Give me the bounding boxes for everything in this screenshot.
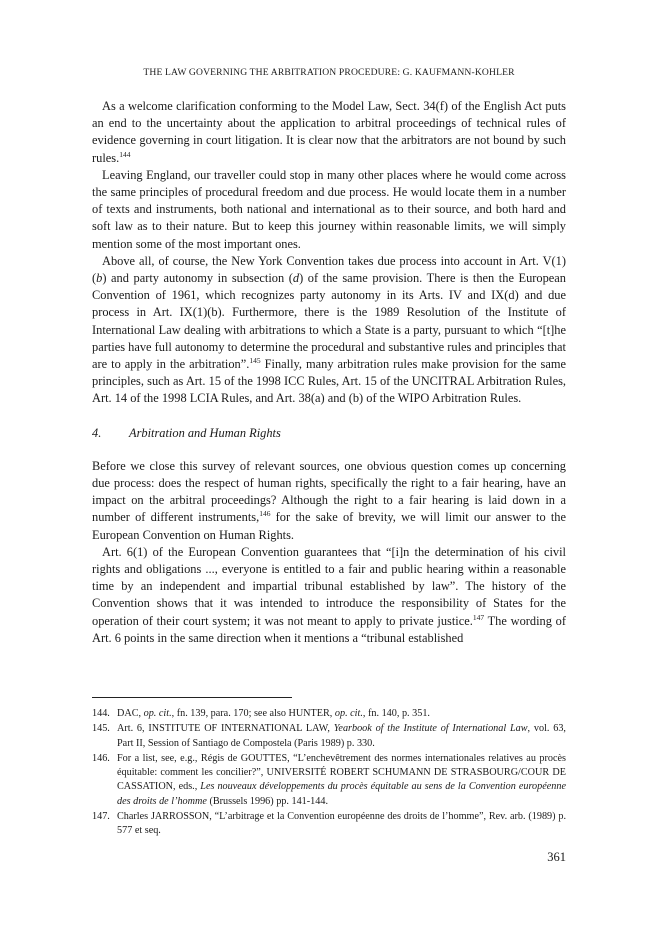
paragraph-2: Leaving England, our traveller could stop in many other places where he would come across the same principles of procedural freedom and due process. He would locate them in a number of texts and instruments, both national and international as to their source, and both hard and soft law as to their nature. But to keep this journey within reasonable limits, we will simply mention some of the most important ones. (92, 167, 566, 251)
footnote-145: 145. Art. 6, INSTITUTE OF INTERNATIONAL LAW, Yearbook of the Institute of International Law, vol. 63, Part II, Session of Santiago de Compostela (Paris 1989) p. 330. (92, 723, 566, 749)
paragraph-4: Before we close this survey of relevant sources, one obvious question comes up concerning due process: does the respect of human rights, specifically the right to a fair hearing, have an impact on the arbitral proceedings? Although the right to a fair hearing is laid down in a number of different instruments,$^{146}$ for the sake of brevity, we will limit our answer to the European Convention on Human Rights. (92, 458, 567, 542)
footnote-ref-146[interactable]: 146 (259, 509, 271, 519)
page-number: 361 (547, 850, 566, 864)
footnote-ref-147[interactable]: 147 (472, 612, 485, 622)
footnote-144: 144. DAC, op. cit., fn. 139, para. 170; see also HUNTER, op. cit., fn. 140, p. 351. (92, 708, 430, 719)
footnote-divider (92, 697, 292, 698)
section-number: 4. (92, 425, 102, 440)
footnotes (92, 707, 566, 840)
footnote-146: 146. For a list, see, e.g., Régis de GOUTTES, “L’enchevêtrement des normes internationales relatives au procès équitable: comment les concilier?”, UNIVERSITÉ ROBERT SCHUMANN DE STRASBOURG/COUR DE CASSATION, eds., Les nouveaux développements du procès équitable au sens de la Convention européenne des droits de l’homme (Brussels 1996) pp. 141-144. (92, 752, 566, 807)
section-title: Arbitration and Human Rights (129, 425, 281, 440)
footnote-147: 147. Charles JARROSSON, “L’arbitrage et la Convention européenne des droits de l’homme”, Rev. arb. (1989) p. 577 et seq. (92, 811, 566, 837)
paragraph-1: As a welcome clarification conforming to the Model Law, Sect. 34(f) of the English Act puts an end to the uncertainty about the application to arbitral proceedings of technical rules of evidence governing in court litigation. It is clear now that the arbitrators are not bound by such rules.$^{144}$ (92, 99, 566, 165)
paragraph-3: Above all, of course, the New York Convention takes due process into account in Art. V(1)(b) and party autonomy in subsection (d) of the same provision. There is then the European Convention of 1961, which recognizes party autonomy in its Arts. IV and IX(d) and due process in Art. IX(1)(b). Furthermore, there is the 1989 Resolution of the Institute of International Law dealing with arbitrations to which a State is a party, pursuant to which “[t]he parties have full autonomy to determine the procedural and substantive rules and principles that are to apply in the arbitration”.$^{145}$ Finally, many arbitration rules make provision for the same principles, such as Art. 15 of the 1998 ICC Rules, Art. 15 of the UNCITRAL Arbitration Rules, Art. 14 of the 1998 LCIA Rules, and Art. 38(a) and (b) of the WIPO Arbitration Rules. (92, 253, 567, 406)
running-head: THE LAW GOVERNING THE ARBITRATION PROCEDURE: G. KAUFMANN-KOHLER (143, 67, 515, 78)
paragraph-5: Art. 6(1) of the European Convention guarantees that “[i]n the determination of his civil rights and obligations ..., everyone is entitled to a fair and public hearing within a reasonable time by an independent and impartial tribunal established by law”. The history of the Convention shows that it was intended to introduce the responsibility of States for the operation of their court system; it was not meant to apply to private justice.$^{147}$ The wording of Art. 6 points in the same direction when it mentions a “tribunal established (92, 544, 566, 645)
section-heading (92, 425, 566, 442)
body-text (92, 98, 566, 647)
footnote-ref-144[interactable]: 144 (119, 149, 131, 159)
footnote-ref-145[interactable]: 145 (249, 355, 261, 365)
